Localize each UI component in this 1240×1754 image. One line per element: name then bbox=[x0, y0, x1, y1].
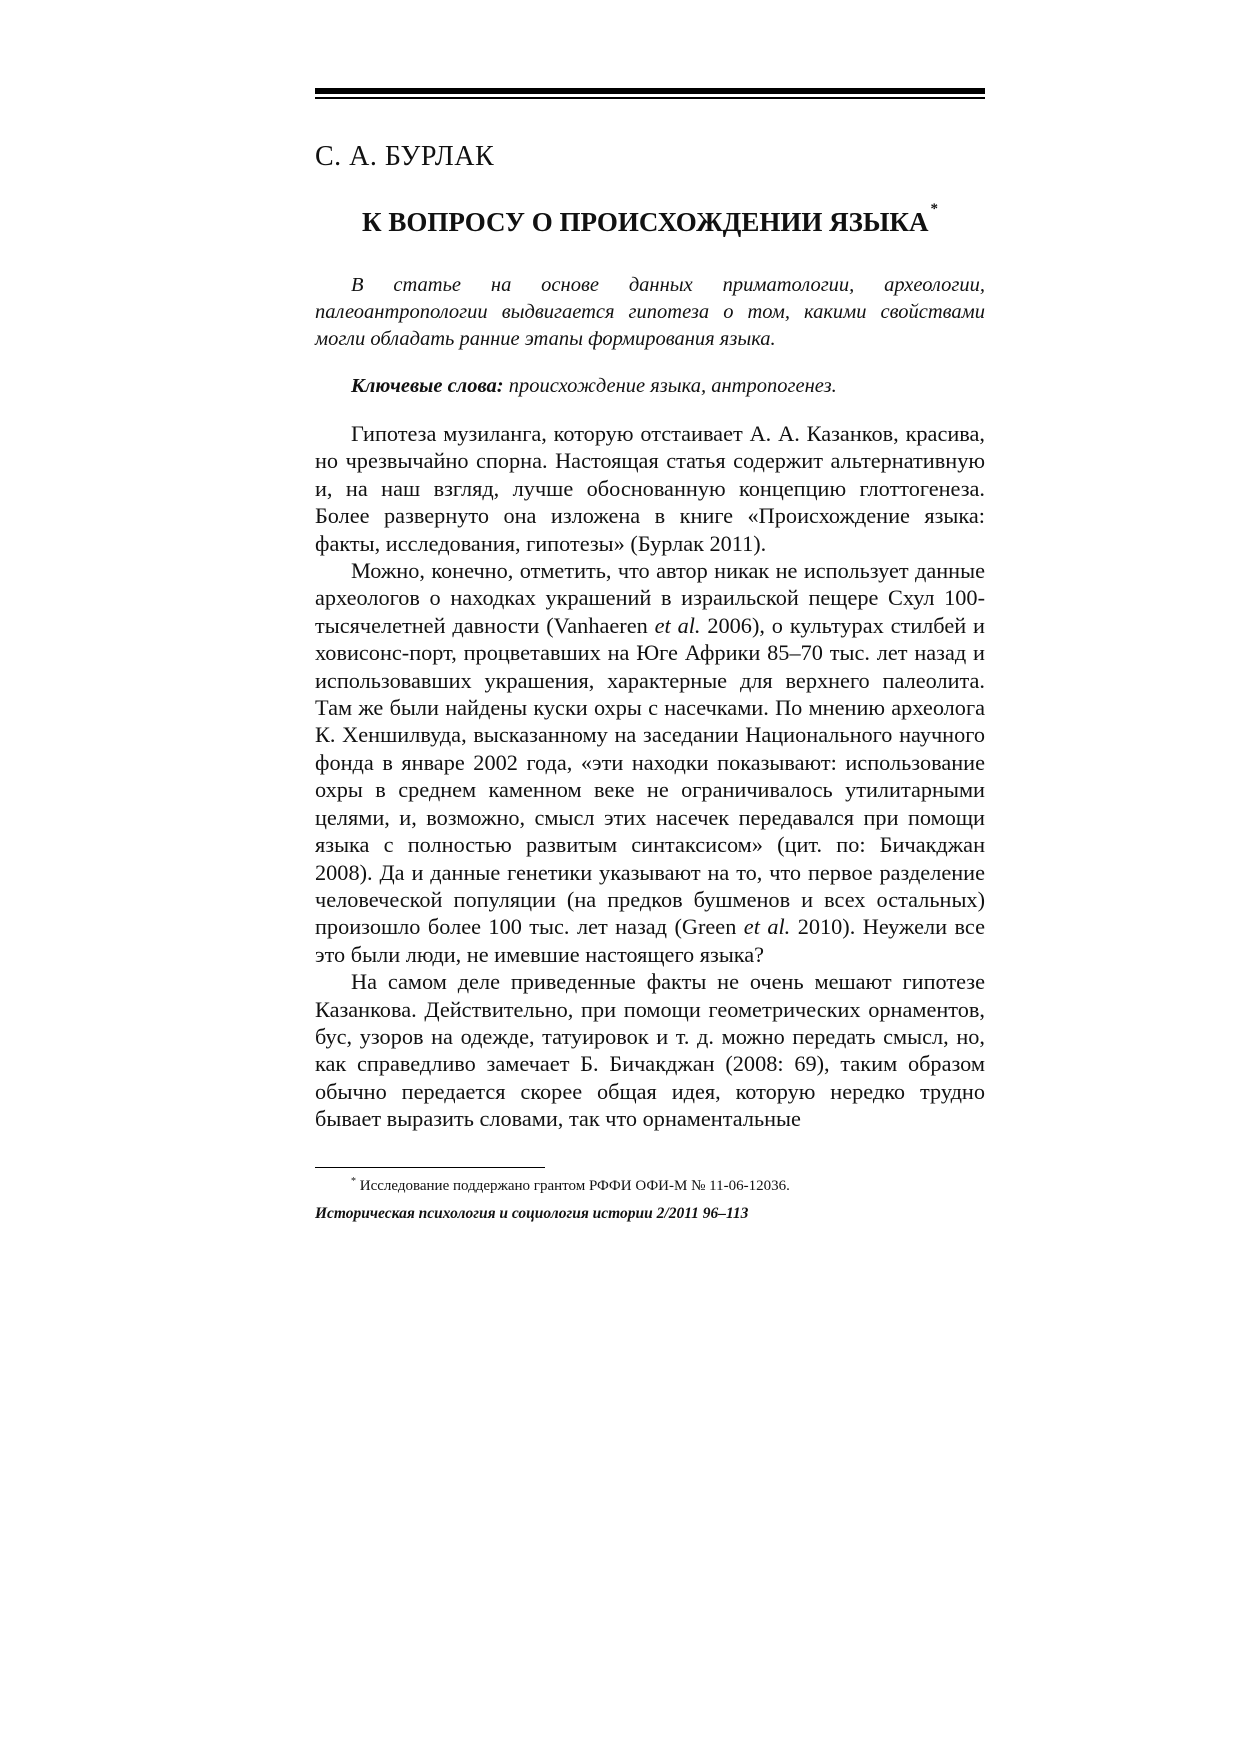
header-rule-thick bbox=[315, 88, 985, 94]
author-name: С. А. БУРЛАК bbox=[315, 141, 495, 172]
keywords-text: происхождение языка, антропогенез. bbox=[503, 375, 837, 397]
journal-citation: Историческая психология и социология истории 2/2011 96–113 bbox=[315, 1204, 749, 1222]
keywords bbox=[315, 375, 985, 398]
footnote-text: Исследование поддержано грантом РФФИ ОФИ-М № 11-06-12036. bbox=[356, 1177, 790, 1194]
keywords-label: Ключевые слова: bbox=[351, 375, 504, 397]
abstract: В статье на основе данных приматологии, археологии, палеоантропологии выдвигается гипотеза о том, какими свойствами могли обладать ранние этапы формирования языка. bbox=[315, 274, 985, 350]
article-page bbox=[315, 88, 985, 1223]
footnote bbox=[315, 1176, 985, 1195]
footnote-separator bbox=[315, 1167, 545, 1168]
paragraph-1: Гипотеза музиланга, которую отстаивает А. А. Казанков, красива, но чрезвычайно спорна. Настоящая статья содержит альтернативную и, на наш взгляд, лучше обоснованную концепцию глоттогенеза. Более развернуто она изложена в книге «Происхождение языка: факты, исследования, гипотезы» (Бурлак 2011). bbox=[315, 421, 985, 556]
paragraph-2-part-a: Можно, конечно, отметить, что автор никак не использует данные археологов о находках украшений в израильской пещере Схул 100-тысячелетней давности (Vanhaeren bbox=[315, 558, 985, 638]
et-al-2: et al. bbox=[743, 914, 791, 940]
footnote-mark: * bbox=[351, 1175, 356, 1187]
paragraph-2-part-b: 2006), о культурах стилбей и ховисонс-порт, процветавших на Юге Африки 85–70 тыс. лет назад и использовавших украшения, характерные для верхнего палеолита. Там же были найдены куски охры с насечками. По мнению археолога К. Хеншилвуда, высказанному на заседании Национального научного фонда в январе 2002 года, «эти находки показывают: использование охры в среднем каменном веке не ограничивалось утилитарными целями, и, возможно, смысл этих насечек передавался при помощи языка с полностью развитым синтаксисом» (цит. по: Бичакджан 2008). Да и данные генетики указывают на то, что первое разделение человеческой популяции (на предков бушменов и всех остальных) произошло более 100 тыс. лет назад (Green bbox=[315, 612, 985, 940]
et-al-1: et al. bbox=[654, 612, 701, 638]
title-footnote-mark[interactable]: * bbox=[930, 201, 938, 217]
article-title-text: К ВОПРОСУ О ПРОИСХОЖДЕНИИ ЯЗЫКА bbox=[362, 207, 929, 237]
paragraph-2-part-c: 2010). Неужели все это были люди, не имевшие настоящего языка? bbox=[315, 914, 985, 967]
header-rule-thin bbox=[315, 97, 985, 99]
paragraph-3: На самом деле приведенные факты не очень мешают гипотезе Казанкова. Действительно, при помощи геометрических орнаментов, бус, узоров на одежде, татуировок и т. д. можно передать смысл, но, как справедливо замечает Б. Бичакджан (2008: 69), таким образом обычно передается скорее общая идея, которую нередко трудно бывает выразить словами, так что орнаментальные bbox=[315, 969, 985, 1132]
paragraph-2 bbox=[315, 557, 985, 968]
article-body bbox=[315, 420, 985, 1133]
article-title bbox=[315, 201, 985, 238]
